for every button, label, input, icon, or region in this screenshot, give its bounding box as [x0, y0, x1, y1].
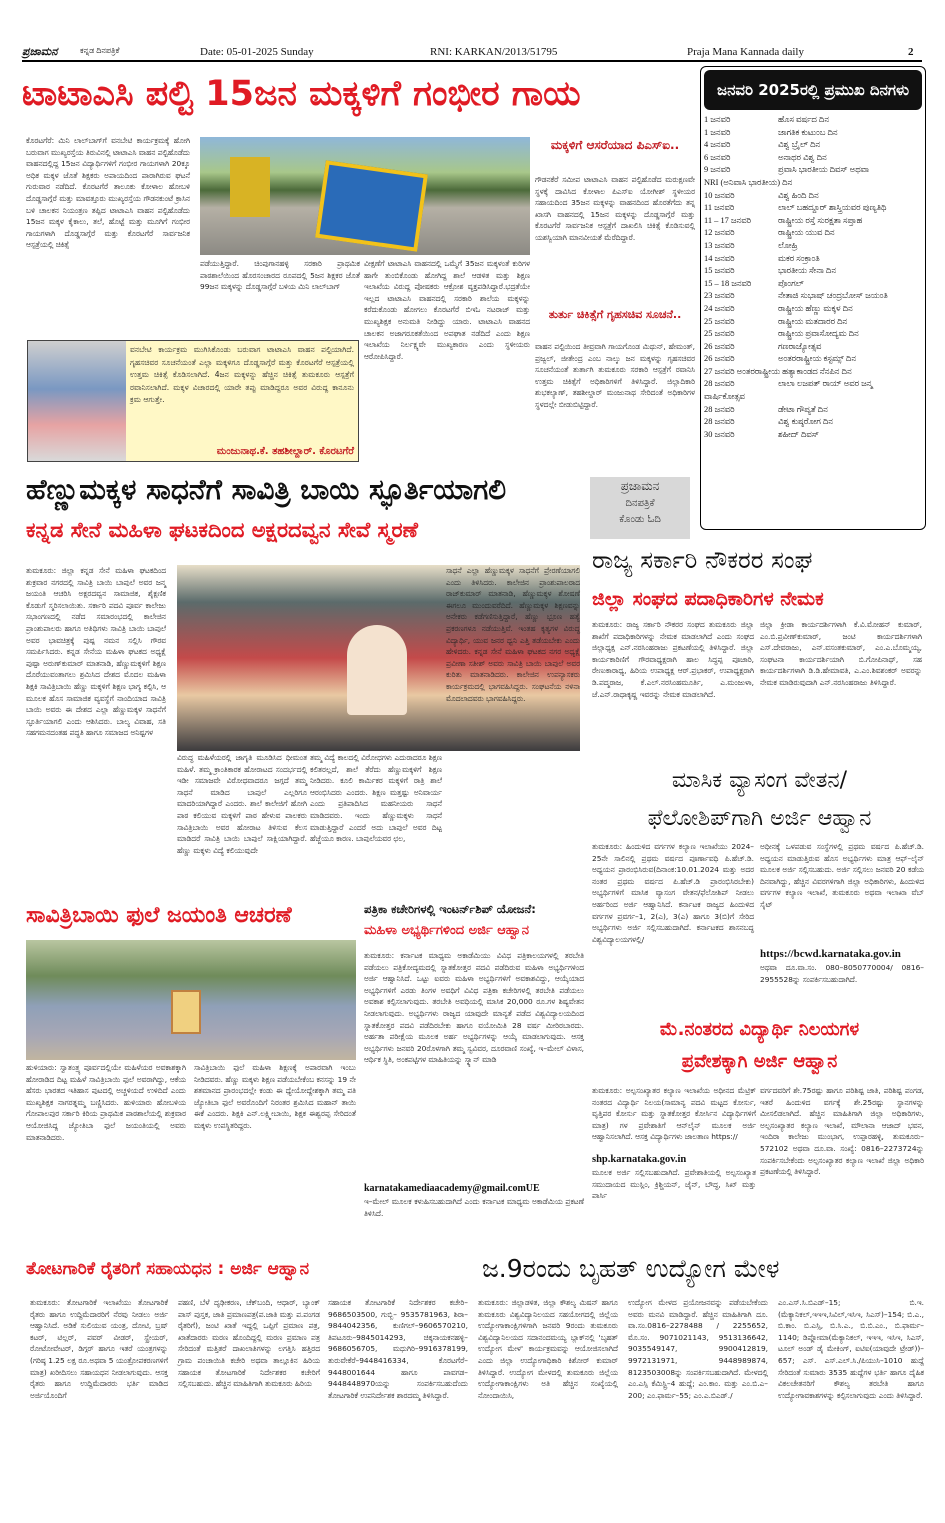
story2-col2: ವಿರುದ್ಧ ಮಹಿಳೆಯರಲ್ಲಿ ಜಾಗೃತಿ ಮೂಡಿಸಿದ ಧೀಮಂತ ಮಹಿಳೆ. ತಮ್ಮ ಕ್ರಾಂತಿಕಾರಕ ಹೋರಾಟದ ಸಂದರ್ಭದಲ್ಲಿ ಇಡೀ ಸಮಾಜವೇ ವಿರೋಧವಾದರೂ ಜಗ್ಗದೆ ತಮ್ಮ ಸಾಧನೆ ಮಾಡಿದ ಬಾಪುಲೆ ಎಲ್ಲರಿಗೂ ಮಾದರಿಯಾಗಿದ್ದಾರೆ ಎಂದರು. ಶಾಲೆ ಕಾಲೇಜಿಗೆ ಹೋಗಿ ಪಾಠ ಕಲಿಯುವ ಮಕ್ಕಳಿಗೆ ಪಾಠ ಹೇಳುವ ಪಾಲಕರು ಸಾವಿತ್ರಿಬಾಯಿ ಅವರ ಹೋರಾಟ ತಿಳಿಸುವ ಕೆಲಸ ಮಾಡಿದರೆ ಸಾವಿತ್ರಿ ಬಾಯಿ ಬಾಪುಲೆ ಸಾಕ್ಷಿಯಾಗಿದ್ದಾರೆ. ಹೆಣ್ಣು ಮಕ್ಕಳು ವಿದ್ಯೆ ಕಲಿಯುವುದೇ	[177, 753, 307, 855]
calendar-row	[701, 240, 925, 253]
story4-col2: ಅಧೀನಕ್ಕೆ ಒಳಪಡುವ ಸಂಸ್ಥೆಗಳಲ್ಲಿ ಪ್ರಥಮ ವರ್ಷದ ಪಿ.ಹೆಚ್.ಡಿ. ಅಧ್ಯಯನ ಮಾಡುತ್ತಿರುವ ಹೊಸ ಅಭ್ಯರ್ಥಿಗಳು ಮಾತ್ರ ಆಫ್–ಲೈನ್ ಮೂಲಕ ಅರ್ಜಿ ಸಲ್ಲಿಸಬಹುದು. ಅರ್ಜಿ ಸಲ್ಲಿಸಲು ಜನವರಿ 20 ಕಡೆಯ ದಿನವಾಗಿದ್ದು, ಹೆಚ್ಚಿನ ವಿವರಗಳಿಗಾಗಿ ಜಿಲ್ಲಾ ಅಧಿಕಾರಿಗಳು, ಹಿಂದುಳಿದ ವರ್ಗಗಳ ಕಲ್ಯಾಣ ಇಲಾಖೆ, ತುಮಕೂರು ಅಥವಾ ಇಲಾಖಾ ವೆಬ್ ಸೈಟ್	[760, 842, 924, 909]
story5-col1b: ಮೂಲಕ ಅರ್ಜಿ ಸಲ್ಲಿಸಬಹುದಾಗಿದೆ. ಪ್ರವೇಶಾತಿಯಲ್ಲಿ ಅಲ್ಪಸಂಖ್ಯಾತ ಸಮುದಾಯದ ಮುಸ್ಲಿಂ, ಕ್ರಿಶ್ಚಿಯನ್, ಜೈನ್, ಬೌದ್ಧ, ಸಿಖ್ ಮತ್ತು ಪಾರ್ಸಿ	[592, 1168, 756, 1201]
ad-line3: ಕೊಂಡು ಓದಿ	[619, 514, 661, 525]
story5-col1a: ತುಮಕೂರು: ಅಲ್ಪಸಂಖ್ಯಾತರ ಕಲ್ಯಾಣ ಇಲಾಖೆಯ ಅಧೀನದ ಮೆಟ್ರಿಕ್ ನಂತರದ ವಿದ್ಯಾರ್ಥಿ ನಿಲಯ(ಸಾಮಾನ್ಯ ಪದವಿ ಮಟ್ಟದ ಕೋರ್ಸು, ವೃತ್ತಿಪರ ಕೋರ್ಸು ಮತ್ತು ಸ್ನಾತಕೋತ್ತರ ಕೋರ್ಸಿನ ವಿದ್ಯಾರ್ಥಿಗಳಿಗೆ ಮಾತ್ರ) ಗಳ ಪ್ರವೇಶಾತಿಗೆ ಆನ್‌ಲೈನ್ ಮೂಲಕ ಅರ್ಜಿ ಆಹ್ವಾನಿಸಲಾಗಿದೆ. ಆಸಕ್ತ ವಿದ್ಯಾರ್ಥಿಗಳು ಜಾಲತಾಣ https://	[592, 1086, 756, 1142]
story5-headline-line2: ಪ್ರವೇಶಕ್ಕಾಗಿ ಅರ್ಜಿ ಆಹ್ವಾನ	[681, 1051, 838, 1072]
story9-col1: ತುಮಕೂರು: ಜಿಲ್ಲಾಡಳಿತ, ಜಿಲ್ಲಾ ಕೌಶಲ್ಯ ಮಿಷನ್ ಹಾಗೂ ತುಮಕೂರು ವಿಶ್ವವಿದ್ಯಾನಿಲಯದ ಸಹಯೋಗದಲ್ಲಿ ಜಿಲ್ಲೆಯ ಉದ್ಯೋಗಾಕಾಂಕ್ಷಿಗಳಿಗಾಗಿ ಜನವರಿ 9ರಂದು ತುಮಕೂರು ವಿಶ್ವವಿದ್ಯಾನಿಲಯದ ಸದಾನಂದಮಯ್ಯ ಬ್ಲಾಕ್‌ನಲ್ಲಿ 'ಬೃಹತ್ ಉದ್ಯೋಗ ಮೇಳ' ಕಾರ್ಯಕ್ರಮವನ್ನು ಆಯೋಜಿಸಲಾಗಿದೆ ಎಂದು ಜಿಲ್ಲಾ ಉದ್ಯೋಗಾಧಿಕಾರಿ ಕಿಶೋರ್ ಕುಮಾರ್ ತಿಳಿಸಿದ್ದಾರೆ. ಉದ್ಯೋಗ ಮೇಳದಲ್ಲಿ ತುಮಕೂರು ಜಿಲ್ಲೆಯ ಉದ್ಯೋಗಾಕಾಂಕ್ಷಿಗಳು ಅತಿ ಹೆಚ್ಚಿನ ಸಂಖ್ಯೆಯಲ್ಲಿ ನೋಂದಾಯಿಸಿ,	[478, 1298, 618, 1400]
calendar-row	[701, 265, 925, 278]
story3-col2: ಜಿಲ್ಲಾ ಕ್ರೀಡಾ ಕಾರ್ಯದರ್ಶಿಗಳಾಗಿ ಕೆ.ವಿ.ಮೋಹನ್ ಕುಮಾರ್, ಎಂ.ಬಿ.ಪ್ರವೀಣ್‌ಕುಮಾರ್, ಜಂಟಿ ಕಾರ್ಯದರ್ಶಿಗಳಾಗಿ ಎಸ್.ದೇವರಾಜು, ಎನ್.ವಸಂತಕುಮಾರ್, ಎಂ.ಎ.ಬೊಮ್ಮಯ್ಯ, ಸಂಘಟನಾ ಕಾರ್ಯದರ್ಶಿಯಾಗಿ ಬಿ.ಗೋಪಿನಾಥ್, ಸಹ ಕಾರ್ಯದರ್ಶಿಗಳಾಗಿ ಡಿ.ಡಿ.ಹೇಮಾವತಿ, ಎ.ಎಂ.ಶಿವಶಂಕರ್ ಅವರನ್ನು ನೇಮಕ ಮಾಡಿರುವುದಾಗಿ ಎನ್.ನರಸಿಂಹರಾಜು ತಿಳಿಸಿದ್ದಾರೆ.	[760, 620, 922, 687]
calendar-event: ವಿಶ್ವ ಹಿಂದಿ ದಿನ	[778, 190, 819, 200]
calendar-row	[701, 404, 925, 417]
calendar-event: ಪೊಂಗಲ್	[778, 278, 804, 288]
paper-name: Praja Mana Kannada daily	[687, 46, 804, 58]
calendar-row	[701, 253, 925, 266]
jcb-vehicle	[230, 157, 270, 217]
story1-col2b: ವೀಕ್ಷಣೆಗೆ ಟಾಟಾಎಸಿ ವಾಹನದಲ್ಲಿ ಒಮ್ಮೆಗೆ 35ಜನ ಮಕ್ಕಳಂತೆ ಕುರಿಗಳ ಹಾಗೇ ತುಂಬಿಕೊಂಡು ಹೋಗಿದ್ದ ಶಾಲೆ ಆಡಳಿತ ಮತ್ತು ಶಿಕ್ಷಣ ಇಲಾಖೆಯ ವಿರುದ್ದ ಪೋಷಕರು ಆಕ್ರೋಶ ವ್ಯಕ್ತಪಡಿಸಿದ್ದಾರೆ.ಭದ್ರತೆಯೇ ಇಲ್ಲದ ಟಾಟಾಎಸಿ ವಾಹನದಲ್ಲಿ ಸರಕಾರಿ ಶಾಲೆಯ ಮಕ್ಕಳನ್ನು ಕರೆದುಕೊಂಡು ಹೋಗಲು ಕೊರಟಗೆರೆ ಬಿಇಓ ನಟರಾಜ್ ಮತ್ತು ಮುಖ್ಯಶಿಕ್ಷಕ ಅನುಮತಿ ನೀಡಿದ್ದು ಯಾರು. ಟಾಟಾಎಸಿ ವಾಹನದ ಚಾಲಕನ ಅಜಾಗರೂಕತೆಯಿಂದ ಅಪಘಾತ ನಡೆದಿದೆ ಎಂದು ಶಿಕ್ಷಣ ಇಲಾಖೆಯ ನಿರ್ಲಕ್ಷ್ಯವೇ ಮುಖ್ಯಕಾರಣ ಎಂದು ಸ್ಥಳೀಯರು ಆರೋಪಿಸಿದ್ದಾರೆ.	[364, 259, 530, 361]
calendar-row	[701, 416, 925, 429]
calendar-date: 28 ಜನವರಿ	[704, 379, 735, 389]
story1-subheading-psi: ಮಕ್ಕಳಿಗೆ ಆಸರೆಯಾದ ಪಿಎಸ್ಐ..	[550, 138, 680, 152]
page-number: 2	[908, 46, 914, 58]
calendar-event: ಅನಾಥರ ವಿಶ್ವ ದಿನ	[778, 152, 827, 162]
calendar-row	[701, 177, 925, 190]
story3-subheadline: ಜಿಲ್ಲಾ ಸಂಘದ ಪದಾಧಿಕಾರಿಗಳ ನೇಮಕ	[592, 588, 824, 610]
logo-subtitle: ಕನ್ನಡ ದಿನಪತ್ರಿಕೆ	[80, 46, 120, 55]
calendar-event: ಪ್ರವಾಸಿ ಭಾರತೀಯ ದಿವಸ್ ಅಥವಾ	[778, 165, 869, 175]
calendar-row	[701, 215, 925, 228]
calendar-event: ಮಕರ ಸಂಕ್ರಾಂತಿ	[778, 253, 820, 263]
calendar-date: 1 ಜನವರಿ	[704, 127, 731, 137]
school-children-photo	[26, 940, 356, 1060]
story2-col4: ಸಾಧನೆ ಎಲ್ಲಾ ಹೆಣ್ಣುಮಕ್ಕಳ ಸಾಧನೆಗೆ ಪ್ರೇರಣೆಯಾಗಲಿ ಎಂದು ತಿಳಿಸಿದರು. ಕಾಲೇಜಿನ ಪ್ರಾಂಶುಪಾಲರಾದ ರಾಜ್‌ಕುಮಾರ್ ಮಾತನಾಡಿ, ಹೆಣ್ಣುಮಕ್ಕಳ ಶೋಷಣೆ ಈಗಲೂ ಮುಂದುವರೆದಿದೆ. ಹೆಣ್ಣುಮಕ್ಕಳ ಶಿಕ್ಷಣವನ್ನು ಅನೇಕರು ಕಡೆಗಣಿಸುತ್ತಿದ್ದಾರೆ, ಹೆಣ್ಣು ಭ್ರೂಣ ಹತ್ಯೆ ಪ್ರಕರಣಗಳೂ ನಡೆಯುತ್ತಿವೆ. ಇಂತಹ ಕೃತ್ಯಗಳ ವಿರುದ್ಧ ವಿದ್ಯಾರ್ಥಿ, ಯುವ ಜನರ ಧ್ವನಿ ಎತ್ತಿ ತಡೆಯಬೇಕು ಎಂದು ಹೇಳಿದರು. ಕನ್ನಡ ಸೇನೆ ಮಹಿಳಾ ಘಟಕದ ನಗರ ಅಧ್ಯಕ್ಷೆ ಪ್ರವೀಣಾ ಸತೀಶ್ ಅವರು ಸಾವಿತ್ರಿ ಬಾಯಿ ಬಾಪುಲೆ ಅವರ ಕುರಿತು ಮಾತನಾಡಿದರು. ಕಾಲೇಜಿನ ಉಪನ್ಯಾಸಕರು ಕಾರ್ಯಕ್ರಮದಲ್ಲಿ ಭಾಗವಹಿಸಿದ್ದರು. ಸಂಘಟನೆಯ ನಳಿನಾ ಮೊದಲಾದವರು ಭಾಗವಹಿಸಿದ್ದರು.	[446, 566, 580, 703]
calendar-row	[701, 114, 925, 127]
story5-headline-line1: ಮೆ.ನಂತರದ ವಿದ್ಯಾರ್ಥಿ ನಿಲಯಗಳ	[659, 1019, 860, 1040]
calendar-event: ಭಾರತೀಯ ಸೇನಾ ದಿನ	[778, 266, 836, 276]
calendar-date: 15 ಜನವರಿ	[704, 266, 735, 276]
story4-headline-line1: ಮಾಸಿಕ ವ್ಯಾಸಂಗ ವೇತನ/	[671, 768, 848, 793]
calendar-row	[701, 378, 925, 391]
calendar-row	[701, 164, 925, 177]
calendar-date: 13 ಜನವರಿ	[704, 240, 735, 250]
story7-headline: ಪತ್ರಿಕಾ ಕಚೇರಿಗಳಲ್ಲಿ ಇಂಟರ್ನ್‌ಶಿಪ್ ಯೋಜನೆ:	[364, 902, 536, 916]
honoree-figure	[347, 625, 407, 715]
calendar-event: ರಾಷ್ಟ್ರೀಯ ಮತದಾರರ ದಿನ	[778, 316, 848, 326]
calendar-date: 11 ಜನವರಿ	[704, 203, 735, 213]
rni-number: RNI: KARKAN/2013/51795	[430, 46, 558, 58]
story1-col3b: ವಾಹನ ಪಲ್ಟಿಯಿಂದ ತೀವ್ರವಾಗಿ ಗಾಯಗೊಂಡ ಮಿಥುನ್, ಹೇಮಂತ್, ಪ್ರಜ್ವಲ್, ಜೀತೇಂದ್ರ ಎಂಬ ನಾಲ್ಕು ಜನ ಮಕ್ಕಳನ್ನು ಗೃಹಸಚಿವರ ಸೂಚನೆಯಂತೆ ತುರ್ತಾಗಿ ತುಮಕೂರು ಸರಕಾರಿ ಆಸ್ಪತ್ರೆಗೆ ರವಾನಿಸಿ ಉತ್ತಮ ಚಿಕಿತ್ಸೆಗೆ ಅಧಿಕಾರಿಗಳಿಗೆ ತಿಳಿಸಿದ್ದಾರೆ. ಜಿಲ್ಲಾದಿಕಾರಿ ಶುಭಕಲ್ಯಾಣ್, ತಹಶೀಲ್ದಾರ್ ಮಂಜುನಾಥ ಸೇರಿದಂತೆ ಅಧಿಕಾರಿಗಳ ಸ್ಥಳದಲ್ಲೇ ಬೀಡುಬಿಟ್ಟಿದ್ದಾರೆ.	[535, 342, 695, 409]
story2-headline: ಹೆಣ್ಣುಮಕ್ಕಳ ಸಾಧನೆಗೆ ಸಾವಿತ್ರಿ ಬಾಯಿ ಸ್ಫೂರ್ತಿಯಾಗಲಿ	[26, 473, 507, 506]
calendar-event: ಹೊಸ ವರ್ಷದ ದಿನ	[778, 115, 830, 124]
calendar-event: ಡೇಟಾ ಗೌಪ್ಯತೆ ದಿನ	[778, 404, 828, 414]
logo: ಪ್ರಜಾಮನ	[22, 46, 58, 58]
calendar-event: ಜಾಗತಿಕ ಕುಟುಂಬ ದಿನ	[778, 127, 838, 137]
calendar-row	[701, 190, 925, 203]
calendar-date: 15 – 18 ಜನವರಿ	[704, 278, 752, 288]
calendar-event	[745, 391, 925, 404]
accident-photo	[200, 137, 530, 255]
story7-subheadline: ಮಹಿಳಾ ಅಭ್ಯರ್ಥಿಗಳಿಂದ ಅರ್ಜಿ ಆಹ್ವಾನ	[364, 923, 529, 938]
calendar-date: 4 ಜನವರಿ	[704, 140, 731, 150]
story3-headline: ರಾಜ್ಯ ಸರ್ಕಾರಿ ನೌಕರರ ಸಂಘ	[592, 546, 813, 574]
calendar-event: ಗಣರಾಜ್ಯೋತ್ಸವ	[778, 341, 822, 351]
calendar-row	[701, 303, 925, 316]
calendar-date: 25 ಜನವರಿ	[704, 329, 735, 339]
story6-headline: ಸಾವಿತ್ರಿಬಾಯಿ ಫುಲೆ ಜಯಂತಿ ಆಚರಣೆ	[26, 903, 292, 928]
story6-col1: ಹುಳಿಯಾರು: ಸ್ವಾತಂತ್ರ್ಯ ಪೂರ್ವದಲ್ಲಿಯೇ ಮಹಿಳೆಯರ ಅವಕಾಶಕ್ಕಾಗಿ ಹೋರಾಡಿದ ದಿಟ್ಟ ಮಹಿಳೆ ಸಾವಿತ್ರಿಬಾಯಿ ಫುಲೆ ಅವರಾಗಿದ್ದು, ಆಕೆಯ ಹೆಸರು ಭಾರತದ ಇತಿಹಾಸ ಪುಟದಲ್ಲಿ ಅಚ್ಚಳಿಯದೆ ಉಳಿದಿದೆ ಎಂದು ಮುಖ್ಯಶಿಕ್ಷಕ ನಾಗರತ್ನಮ್ಮ ಬಣ್ಣಿಸಿದರು. ಹುಳಿಯಾರು ಹೋಬಳಿಯ ಗೋಪಾಲಪುರ ಸರ್ಕಾರಿ ಕಿರಿಯ ಪ್ರಾಥಮಿಕ ಪಾಠಶಾಲೆಯಲ್ಲಿ ಶುಕ್ರವಾರ ಆಯೋಜಿಸಿದ್ದ ಜ್ಯೋತಿಬಾ ಫುಲೆ ಜಯಂತಿಯಲ್ಲಿ ಅವರು ಮಾತನಾಡಿದರು.	[26, 1063, 186, 1142]
story1-col3a: ಗೌಡನಕೆರೆ ಸಮೀಪ ಟಾಟಾಎಸಿ ವಾಹನ ಪಲ್ಟಿಹೊಡೆದ ಮರುಕ್ಷಣವೇ ಸ್ಥಳಕ್ಕೆ ದಾವಿಸಿದ ಕೋಳಾಲ ಪಿಎಸ್ಐ ಯೋಗೀಶ್ ಸ್ಥಳೀಯರ ಸಹಾಯದಿಂದ 35ಜನ ಮಕ್ಕಳನ್ನು ವಾಹನದಿಂದ ಹೊರತೆಗೆದು ತನ್ನ ಖಾಸಗಿ ವಾಹನದಲ್ಲಿ 15ಜನ ಮಕ್ಕಳನ್ನು ದೊಡ್ಡಸಾಗ್ಗೆರೆ ಮತ್ತು ಕೊರಟಗೆರೆ ಸಾರ್ವಜನಿಕ ಆಸ್ಪತ್ರೆಗೆ ದಾಖಲಿಸಿ ಚಿಕಿತ್ಸೆ ಕೊಡಿಸುವಲ್ಲಿ ಯಶಸ್ವಿಯಾಗಿ ಮಾನವೀಯತೆ ಮೆರೆದಿದ್ದಾರೆ.	[535, 175, 695, 242]
calendar-row	[701, 353, 925, 366]
calendar-event: ರಾಷ್ಟ್ರೀಯ ಪ್ರವಾಸೋದ್ಯಮ ದಿನ	[778, 329, 859, 339]
story6-col2: ಸಾವಿತ್ರಿಬಾಯಿ ಫುಲೆ ಮಹಿಳಾ ಶಿಕ್ಷಣಕ್ಕೆ ಅಪಾರವಾಗಿ ಇಂಬು ನೀಡಿದವರು. ಹೆಣ್ಣು ಮಕ್ಕಳು ಶಿಕ್ಷಣ ಪಡೆಯಬೇಕೆಂಬ ಕನಸನ್ನು 19 ನೇ ಶತಮಾನದ ಪ್ರಾರಂಭದಲ್ಲೇ ಕಂಡು ಈ ಧ್ಯೇಯೋದ್ದೇಶಕ್ಕಾಗಿ ತಮ್ಮ ಪತಿ ಜ್ಯೋತಿಬಾ ಫುಲೆ ಅವರೊಂದಿಗೆ ನಿರಂತರ ಶ್ರಮಿಸಿದ ಮಹಾನ್ ತಾಯಿ ಈಕೆ ಎಂದರು. ಶಿಕ್ಷಕಿ ಎನ್.ಲಕ್ಷ್ಮೀಬಾಯಿ, ಶಿಕ್ಷಕ ಈಶ್ವರಪ್ಪ ಸೇರಿದಂತೆ ಮಕ್ಕಳು ಉಪಸ್ಥಿತರಿದ್ದರು.	[194, 1063, 356, 1130]
calendar-event: ರಾಷ್ಟ್ರೀಯ ಹೆಣ್ಣು ಮಕ್ಕಳ ದಿನ	[778, 303, 853, 313]
calendar-date: 28 ಜನವರಿ	[704, 404, 735, 414]
story1-col1: ಕೊರಟಗೆರೆ: ಮಿನಿ ಲಾಲ್‌ಬಾಗ್‌ಗೆ ವನಬೇಟಿ ಕಾರ್ಯಕ್ರಮಕ್ಕೆ ಹೋಗಿ ಬರುವಾಗ ಮುಖ್ಯರಸ್ತೆಯ ತಿರುವಿನಲ್ಲಿ ಟಾಟಾಎಸಿ ವಾಹನ ಪಲ್ಟಿಹೊಡೆದು ವಾಹನದಲ್ಲಿದ್ದ 15ಜನ ವಿದ್ಯಾರ್ಥಿಗಳಿಗೆ ಗಂಭೀರ ಗಾಯಗಳಾಗಿ 20ಕ್ಕೂ ಅಧಿಕ ಮಕ್ಕಳ ಜೊತೆ ಶಿಕ್ಷಕರು ಅಪಾಯದಿಂದ ಪಾರಾಗಿರುವ ಘಟನೆ ಗುರುವಾರ ನಡೆದಿದೆ. ಕೊರಟಗೆರೆ ತಾಲೂಕು ಕೋಳಾಲ ಹೋಬಳಿ ದೊಡ್ಡಸಾಗ್ಗೆರೆ ಮತ್ತು ಮಾವತ್ತೂರು ಮುಖ್ಯರಸ್ತೆಯ ಗೌಡನಕುಂಟೆ ಕ್ರಾಸಿನ ಬಳಿ ಚಾಲಕನ ನಿಯಂತ್ರಣ ತಪ್ಪಿದ ಟಾಟಾಎಸಿ ವಾಹನ ಪಲ್ಟಿಹೊಡೆದು 15ಜನ ಮಕ್ಕಳ ಕೈಕಾಲು, ತಲೆ, ಹೊಟ್ಟೆ ಮತ್ತು ಮೂಗಿಗೆ ಗಂಭೀರ ಗಾಯಗಳಾಗಿ ದೊಡ್ಡಸಾಗ್ಗೆರೆ ಮತ್ತು ಕೊರಟಗೆರೆ ಸಾರ್ವಜನಿಕ ಆಸ್ಪತ್ರೆಯಲ್ಲಿ ಚಿಕಿತ್ಸೆ	[26, 136, 190, 250]
story4-col2-end: ಅಥವಾ ದೂ.ವಾ.ಸಂ. 080–8050770004/ 0816–2955528ನ್ನು ಸಂಪರ್ಕಿಸಬಹುದಾಗಿದೆ.	[760, 963, 924, 984]
calendar-event: ಲೋಹ್ರಿ	[778, 240, 798, 250]
calendar-rows	[701, 114, 925, 441]
calendar-event	[792, 177, 925, 190]
calendar-title: ಜನವರಿ 2025ರಲ್ಲಿ ಪ್ರಮುಖ ದಿನಗಳು	[704, 70, 922, 110]
calendar-event: ವಿಶ್ವ ಕುಷ್ಠರೋಗ ದಿನ	[778, 417, 833, 427]
ad-line2: ದಿನಪತ್ರಿಕೆ	[625, 498, 655, 509]
overturned-vehicle	[315, 160, 428, 252]
story2-subheadline: ಕನ್ನಡ ಸೇನೆ ಮಹಿಳಾ ಘಟಕದಿಂದ ಅಕ್ಷರದವ್ವನ ಸೇವೆ ಸ್ಮರಣೆ	[26, 518, 418, 542]
calendar-date: NRI (ಅನಿವಾಸಿ ಭಾರತೀಯ) ದಿನ	[704, 177, 793, 187]
calendar-date: 26 ಜನವರಿ	[704, 341, 735, 351]
calendar-date: 14 ಜನವರಿ	[704, 253, 735, 263]
calendar-date: 9 ಜನವರಿ	[704, 165, 731, 175]
story9-col3: ಎಂ.ಎಸ್.ಸಿ.ಬಿಎಡ್–15; ಬಿ.ಇ.(ಮೆಕ್ಯಾನಿಕಲ್,ಇಇಇ,ಸಿವಿಲ್,ಇಸಿಇ, ಸಿಎಸ್)–154; ಬಿ.ಎ., ಬಿ.ಕಾಂ. ಬಿ.ಎಸ್ಸಿ, ಬಿ.ಸಿ.ಎ., ಬಿ.ಬಿ.ಎಂ., ಬಿ.ಫಾರ್ಮ–1140; ಡಿಪ್ಲೋಮಾ(ಮೆಕ್ಯಾನಿಕಲ್, ಇಇಇ, ಇಸಿಇ, ಸಿಎಸ್, ಟೂಲ್ ಅಂಡ್ ಡೈ ಮೇಕಿಂಗ್, ಐಟಿಐ(ಯಾವುದೇ ಟ್ರೇಡ್))–657; ಎಸ್. ಎಸ್.ಎಲ್.ಸಿ./ಪಿಯುಸಿ–1010 ಹುದ್ದೆ ಸೇರಿದಂತೆ ಸುಮಾರು 3535 ಹುದ್ದೆಗಳ ಭರ್ತಿ ಹಾಗೂ ದೈಹಿಕ ವಿಕಲಚೇತನರಿಗೆ ಕೌಶಲ್ಯ ತರಬೇತಿ ಹಾಗೂ ಉದ್ಯೋಗಾವಕಾಶಗಳನ್ನು ಕಲ್ಪಿಸಲಾಗುವುದು ಎಂದು ತಿಳಿಸಿದ್ದಾರೆ.	[778, 1298, 924, 1400]
calendar-row	[701, 152, 925, 165]
calendar-date: 27 ಜನವರಿ ಅಂತರರಾಷ್ಟ್ರೀಯ ಹತ್ಯಾಕಾಂಡದ ನೆನಪಿನ ದಿನ	[704, 366, 852, 376]
calendar-date: 28 ಜನವರಿ	[704, 417, 735, 427]
calendar-row	[701, 341, 925, 354]
shp-website-link[interactable]: shp.karnataka.gov.in	[592, 1154, 687, 1165]
calendar-event: ರಾಷ್ಟ್ರೀಯ ಯುವ ದಿನ	[778, 228, 835, 238]
callout-signature: ಮಂಜುನಾಥ.ಕೆ. ತಹಶೀಲ್ದಾರ್. ಕೊರಟಗೆರೆ	[216, 446, 354, 457]
story4-col1: ತುಮಕೂರು: ಹಿಂದುಳಿದ ವರ್ಗಗಳ ಕಲ್ಯಾಣ ಇಲಾಖೆಯು 2024–25ನೇ ಸಾಲಿನಲ್ಲಿ ಪ್ರಥಮ ವರ್ಷದ ಪೂರ್ಣಾವಧಿ ಪಿ.ಹೆಚ್.ಡಿ. ಅಧ್ಯಯನ ಪ್ರಾರಂಭಿಸಿರುವ(ದಿನಾಂಕ:10.01.2024 ಮತ್ತು ಅದರ ನಂತರ ಪ್ರಥಮ ವರ್ಷದ ಪಿ.ಹೆಚ್.ಡಿ ಪ್ರಾರಂಭಿಸಿರಬೇಕು) ಅಭ್ಯರ್ಥಿಗಳಿಗೆ ಮಾಸಿಕ ವ್ಯಾಸಂಗ ವೇತನ/ಫೆಲೋಶಿಪ್ ನೀಡಲು ಅರ್ಹರಿಂದ ಅರ್ಜಿ ಆಹ್ವಾನಿಸಿದೆ. ಕರ್ನಾಟಕ ರಾಜ್ಯದ ಹಿಂದುಳಿದ ವರ್ಗಗಳ ಪ್ರವರ್ಗ–1, 2(ಎ), 3(ಎ) ಹಾಗೂ 3(ಬಿ)ಗೆ ಸೇರಿದ ಅಭ್ಯರ್ಥಿಗಳು ಅರ್ಜಿ ಸಲ್ಲಿಸಬಹುದಾಗಿದೆ. ಕರ್ನಾಟಕದ ಶಾಸನಬದ್ಧ ವಿಶ್ವವಿದ್ಯಾಲಯಗಳಲ್ಲಿ/	[592, 842, 754, 944]
story8-headline: ತೋಟಗಾರಿಕೆ ರೈತರಿಗೆ ಸಹಾಯಧನ : ಅರ್ಜಿ ಆಹ್ವಾನ	[26, 1259, 310, 1279]
calendar-event: ವಿಶ್ವ ಬ್ರೈಲ್ ದಿನ	[778, 140, 821, 150]
story4-col2-wrap	[760, 841, 924, 1011]
story9-headline: ಜ.9ರಂದು ಬೃಹತ್ ಉದ್ಯೋಗ ಮೇಳ	[482, 1254, 780, 1283]
story8-col2: ಪಹಣಿ, ಬೆಳೆ ದೃಢೀಕರಣ, ಚೆಕ್‌ಬಂದಿ, ಆಧಾರ್, ಬ್ಯಾಂಕ್ ಪಾಸ್ ಪುಸ್ತಕ, ಜಾತಿ ಪ್ರಮಾಣಪತ್ರ(ಪ.ಜಾತಿ ಮತ್ತು ಪ.ಪಂಗಡ ರೈತರಿಗೆ), ಜಂಟಿ ಖಾತೆ ಇದ್ದಲ್ಲಿ ಒಪ್ಪಿಗೆ ಪ್ರಮಾಣ ಪತ್ರ, ಖಾತೆದಾರರು ಮರಣ ಹೊಂದಿದ್ದಲ್ಲಿ ಮರಣ ಪ್ರಮಾಣ ಪತ್ರ ಸೇರಿದಂತೆ ಮತ್ತಿತರೆ ದಾಖಲಾತಿಗಳನ್ನು ಲಗತ್ತಿಸಿ ಹತ್ತಿರದ ಗ್ರಾಮ ಪಂಚಾಯಿತಿ ಕಚೇರಿ ಅಥವಾ ತಾಲ್ಲೂಕಿನ ಹಿರಿಯ ಸಹಾಯಕ ತೋಟಗಾರಿಕೆ ನಿರ್ದೇಶಕರ ಕಚೇರಿಗೆ ಸಲ್ಲಿಸಬಹುದು. ಹೆಚ್ಚಿನ ಮಾಹಿತಿಗಾಗಿ ತುಮಕೂರು ಹಿರಿಯ	[178, 1298, 320, 1389]
calendar-row	[701, 366, 925, 379]
calendar-date: 23 ಜನವರಿ	[704, 291, 735, 301]
calendar-date: 10 ಜನವರಿ	[704, 190, 735, 200]
calendar-date: 11 – 17 ಜನವರಿ	[704, 215, 751, 225]
calendar-date: 6 ಜನವರಿ	[704, 152, 731, 162]
calendar-date: ವಾರ್ಷಿಕೋತ್ಸವ	[704, 392, 745, 402]
calendar-event	[852, 366, 925, 379]
story7-body: ತುಮಕೂರು: ಕರ್ನಾಟಕ ಮಾಧ್ಯಮ ಅಕಾಡೆಮಿಯು ವಿವಿಧ ಪತ್ರಿಕಾಲಯಗಳಲ್ಲಿ ತರಬೇತಿ ಪಡೆಯಲು ಪತ್ರಿಕೋದ್ಯಮದಲ್ಲಿ ಸ್ನಾತಕೋತ್ತರ ಪದವಿ ಪಡೆದಿರುವ ಮಹಿಳಾ ಅಭ್ಯರ್ಥಿಗಳಿಂದ ಅರ್ಜಿ ಆಹ್ವಾನಿಸಿದೆ. ಒಟ್ಟು ಐವರು ಮಹಿಳಾ ಅಭ್ಯರ್ಥಿಗಳಿಗೆ ಅವಕಾಶವಿದ್ದು, ಆಯ್ಕೆಯಾದ ಅಭ್ಯರ್ಥಿಗಳಿಗೆ ಎರಡು ತಿಂಗಳ ಅವಧಿಗೆ ವಿವಿಧ ಪತ್ರಿಕಾ ಕಚೇರಿಗಳಲ್ಲಿ ತರಬೇತಿ ಪಡೆಯಲು ಅವಕಾಶ ಕಲ್ಪಿಸಲಾಗುವುದು. ತರಬೇತಿ ಅವಧಿಯಲ್ಲಿ ಮಾಸಿಕ 20,000 ರೂ.ಗಳ ಶಿಷ್ಯವೇತನ ನೀಡಲಾಗುವುದು. ಅಭ್ಯರ್ಥಿಗಳು ರಾಜ್ಯದ ಯಾವುದೇ ಮಾನ್ಯತೆ ಪಡೆದ ವಿಶ್ವವಿದ್ಯಾಲಯದಿಂದ ಸ್ನಾತಕೋತ್ತರ ಪದವಿ ಪಡೆದಿರಬೇಕು ಹಾಗೂ ವಯೋಮಿತಿ 28 ವರ್ಷ ಮೀರಿರಬಾರದು. ಅರ್ಹತಾ ಪರೀಕ್ಷೆಯ ಮೂಲಕ ಅರ್ಹ ಅಭ್ಯರ್ಥಿಗಳನ್ನು ಆಯ್ಕೆ ಮಾಡಲಾಗುವುದು. ಆಸಕ್ತ ಅಭ್ಯರ್ಥಿಗಳು ಜನವರಿ 20ರೊಳಗಾಗಿ ತಮ್ಮ ಸ್ವವಿವರ, ದೂರವಾಣಿ ಸಂಖ್ಯೆ, ಇ–ಮೇಲ್ ವಿಳಾಸ, ಆರ್ಥಿಕ ಸ್ಥಿತಿ, ಅಂಕಪಟ್ಟಿಗಳ ಮಾಹಿತಿಯನ್ನು ಸ್ಕ್ಯಾನ್ ಮಾಡಿ	[364, 951, 584, 1065]
story7-body-wrap	[364, 950, 584, 1235]
calendar-row	[701, 316, 925, 329]
calendar-event: ಶಹೀದ್ ದಿವಸ್	[778, 429, 819, 439]
story7-body-end: ಇ–ಮೇಲ್ ಮೂಲಕ ಕಳುಹಿಸಬಹುದಾಗಿದೆ ಎಂದು ಕರ್ನಾಟಕ ಮಾಧ್ಯಮ ಅಕಾಡೆಮಿಯ ಪ್ರಕಟಣೆ ತಿಳಿಸಿದೆ.	[364, 1197, 584, 1218]
issue-date: Date: 05-01-2025 Sunday	[200, 46, 314, 58]
calendar-row	[701, 127, 925, 140]
story5-col2: ವರ್ಗದವರಿಗೆ ಶೇ.75ರಷ್ಟು ಹಾಗೂ ಪರಿಶಿಷ್ಟ ಜಾತಿ, ಪರಿಶಿಷ್ಟ ಪಂಗಡ, ಇತರೆ ಹಿಂದುಳಿದ ವರ್ಗಕ್ಕೆ ಶೇ.25ರಷ್ಟು ಸ್ಥಾನಗಳನ್ನು ಮೀಸಲಿಡಲಾಗಿದೆ. ಹೆಚ್ಚಿನ ಮಾಹಿತಿಗಾಗಿ ಜಿಲ್ಲಾ ಅಧಿಕಾರಿಗಳು, ಅಲ್ಪಸಂಖ್ಯಾತರ ಕಲ್ಯಾಣ ಇಲಾಖೆ, ಮೌಲಾನಾ ಆಜಾದ್ ಭವನ, ಇಂದಿರಾ ಕಾಲೇಜು ಮುಂಭಾಗ, ಉಪ್ಪಾರಹಳ್ಳಿ, ತುಮಕೂರು–572102 ಅಥವಾ ದೂ.ವಾ. ಸಂಖ್ಯೆ: 0816–2273724ನ್ನು ಸಂಪರ್ಕಿಸಬೇಕೆಂದು ಅಲ್ಪಸಂಖ್ಯಾತರ ಕಲ್ಯಾಣ ಇಲಾಖೆ ಜಿಲ್ಲಾ ಅಧಿಕಾರಿ ಪ್ರಕಟಣೆಯಲ್ಲಿ ತಿಳಿಸಿದ್ದಾರೆ.	[760, 1086, 924, 1177]
story3-col1: ತುಮಕೂರು: ರಾಜ್ಯ ಸರ್ಕಾರಿ ನೌಕರರ ಸಂಘದ ತುಮಕೂರು ಜಿಲ್ಲಾ ಶಾಖೆಗೆ ಪದಾಧಿಕಾರಿಗಳನ್ನು ನೇಮಕ ಮಾಡಲಾಗಿದೆ ಎಂದು ಸಂಘದ ಜಿಲ್ಲಾಧ್ಯಕ್ಷ ಎನ್.ನರಸಿಂಹರಾಜು ಪ್ರಕಟಣೆಯಲ್ಲಿ ತಿಳಿಸಿದ್ದಾರೆ. ಜಿಲ್ಲಾ ಕಾರ್ಯಕಾರಿಣಿಗೆ ಗೌರವಾಧ್ಯಕ್ಷರಾಗಿ ಹಾಲ ಸಿದ್ಧಪ್ಪ ಪೂಜಾರಿ, ರೇಣುಕಾರಾಧ್ಯ, ಹಿರಿಯ ಉಪಾಧ್ಯಕ್ಷ ಆರ್.ಪ್ರಭಾಕರ್, ಉಪಾಧ್ಯಕ್ಷರಾಗಿ ಡಿ.ಪದ್ಮರಾಜ, ಕೆ.ಎಲ್.ನರಸಿಂಹಮೂರ್ತಿ, ಎ.ಮಂಜುಳಾ, ಜೆ.ಎನ್.ರಾಧಾಕೃಷ್ಣ ಇವರನ್ನು ನೇಮಕ ಮಾಡಲಾಗಿದೆ.	[592, 620, 754, 699]
calendar-event: ರಾಷ್ಟ್ರೀಯ ರಸ್ತೆ ಸುರಕ್ಷತಾ ಸಪ್ತಾಹ	[778, 215, 863, 225]
callout-text: ವನಬೇಟಿ ಕಾರ್ಯಕ್ರಮ ಮುಗಿಸಿಕೊಂಡು ಬರುವಾಗ ಟಾಟಾಎಸಿ ವಾಹನ ಪಲ್ಟಿಯಾಗಿದೆ. ಗೃಹಸಚಿವರ ಸೂಚನೆಯಂತೆ ಎಲ್ಲಾ ಮಕ್ಕಳಿಗೂ ದೊಡ್ಡಸಾಗ್ಗೆರೆ ಮತ್ತು ಕೊರಟಗೆರೆ ಆಸ್ಪತ್ರೆಯಲ್ಲಿ ಉತ್ತಮ ಚಿಕಿತ್ಸೆ ಕೊಡಿಸಲಾಗಿದೆ. 4ಜನ ಮಕ್ಕಳನ್ನು ಹೆಚ್ಚಿನ ಚಿಕಿತ್ಸೆ ತುಮಕೂರು ಆಸ್ಪತ್ರೆಗೆ ರವಾನಿಸಲಾಗಿದೆ. ಮಕ್ಕಳ ವಿಚಾರದಲ್ಲಿ ಯಾರೇ ತಪ್ಪು ಮಾಡಿದ್ದರೂ ಅವರ ವಿರುದ್ದ ಕಾನೂನು ಕ್ರಮ ಆಗುತ್ತೇ.	[130, 345, 354, 405]
calendar-row	[701, 290, 925, 303]
story5-col1-wrap	[592, 1085, 756, 1235]
masthead-bar	[22, 46, 922, 62]
calendar-date: 24 ಜನವರಿ	[704, 303, 735, 313]
ad-line1: ಪ್ರಜಾಮನ	[620, 479, 660, 493]
story1-headline: ಟಾಟಾಎಸಿ ಪಲ್ಟಿ 15ಜನ ಮಕ್ಕಳಿಗೆ ಗಂಭೀರ ಗಾಯ	[22, 74, 581, 114]
calendar-event: ಲಾಲ್ ಬಹದ್ದೂರ್ ಶಾಸ್ತ್ರಿಯವರ ಪುಣ್ಯತಿಥಿ	[778, 203, 887, 213]
story8-col3: ಸಹಾಯಕ ತೋಟಗಾರಿಕೆ ನಿರ್ದೇಶಕರ ಕಚೇರಿ– 9686503500, ಗುಬ್ಬಿ– 9535781963, ಶಿರಾ–9844042356, ಕುಣಿಗಲ್–9606570210, ತಿಪಟೂರು–9845014293, ಚಿಕ್ಕನಾಯಕನಹಳ್ಳಿ–9686056705, ಮಧುಗಿರಿ–9916378199, ತುರುವೇಕೆರೆ–9448416334, ಕೊರಟಗೆರೆ–9448001644 ಹಾಗೂ ಪಾವಗಡ–9448448970ಯನ್ನು ಸಂಪರ್ಕಿಸಬಹುದೆಂದು ತೋಟಗಾರಿಕೆ ಉಪನಿರ್ದೇಶಕ ಶಾರದಮ್ಮ ತಿಳಿಸಿದ್ದಾರೆ.	[328, 1298, 468, 1400]
important-days-calendar	[700, 66, 926, 530]
calendar-event: ಅಂತರರಾಷ್ಟ್ರೀಯ ಕಸ್ಟಮ್ಸ್ ದಿನ	[778, 354, 856, 364]
story1-subheading-homeminister: ತುರ್ತು ಚಿಕಿತ್ಸೆಗೆ ಗೃಹಸಚಿವ ಸೂಚನೆ..	[548, 308, 682, 321]
calendar-event: ನೇತಾಜಿ ಸುಭಾಷ್ ಚಂದ್ರಬೋಸ್ ಜಯಂತಿ	[778, 291, 888, 301]
calendar-row	[701, 227, 925, 240]
portrait-frame	[171, 990, 201, 1034]
story2-col3: ತಮ್ಮ ವಿದ್ಯೆ ಕಾಲದಲ್ಲಿ ವಿರೋಧಗಳು ಎದುರಾದರೂ ಶಿಕ್ಷಣ ಕಲಿತರಲ್ಲದೆ, ಶಾಲೆ ತೆರೆದು ಹೆಣ್ಣುಮಕ್ಕಳಿಗೆ ಶಿಕ್ಷಣ ನೀಡಿದರು. ಕೂಲಿ ಕಾರ್ಮಿಕರ ಮಕ್ಕಳಿಗೆ ರಾತ್ರಿ ಶಾಲೆ ಆರಂಭಿಸಿದರು ಎಂದರು. ಶಿಕ್ಷಣ ಮತ್ತಷ್ಟು ಅನಿವಾರ್ಯ ಎಂದು ಪ್ರತಿಪಾದಿಸಿದ ಮಹನೀಯರು ಸಾಧನೆ ಮಾಡಿದವರು. ಇಂದು ಹೆಣ್ಣುಮಕ್ಕಳು ಸಾಧನೆ ಮಾಡುತ್ತಿದ್ದಾರೆ ಎಂದರೆ ಅದು ಬಾಪುಲೆ ಅವರ ದಿಟ್ಟ ಹೆಜ್ಜೆಯೂ ಕಾರಣ. ಬಾಪುಲೆಯವರ ಛಲ,	[310, 753, 442, 844]
tahsildar-callout	[27, 340, 359, 462]
calendar-date: 1 ಜನವರಿ	[704, 115, 731, 124]
story4-headline-line2: ಫೆಲೋಶಿಪ್‌ಗಾಗಿ ಅರ್ಜಿ ಆಹ್ವಾನ	[647, 806, 872, 831]
calendar-date: 25 ಜನವರಿ	[704, 316, 735, 326]
calendar-date: 30 ಜನವರಿ	[704, 429, 735, 439]
hospital-photo	[28, 341, 126, 461]
calendar-date: 26 ಜನವರಿ	[704, 354, 735, 364]
calendar-row	[701, 139, 925, 152]
calendar-date: 12 ಜನವರಿ	[704, 228, 735, 238]
bcwd-website-link[interactable]: https://bcwd.karnataka.gov.in	[760, 948, 901, 960]
calendar-row	[701, 391, 925, 404]
calendar-row	[701, 328, 925, 341]
media-academy-email[interactable]: karnatakamediaacademy@gmail.comUE	[364, 1183, 540, 1194]
calendar-row	[701, 202, 925, 215]
calendar-event: ಲಾಲಾ ಲಜಪತ್ ರಾಯ್ ಅವರ ಜನ್ಮ	[778, 379, 873, 389]
calendar-row	[701, 429, 925, 442]
story8-col1: ತುಮಕೂರು: ತೋಟಗಾರಿಕೆ ಇಲಾಖೆಯು ತೋಟಗಾರಿಕೆ ರೈತರು ಹಾಗೂ ಉದ್ದಿಮೆದಾರರಿಗೆ ನೆರವು ನೀಡಲು ಅರ್ಜಿ ಆಹ್ವಾನಿಸಿದೆ. ಅಡಿಕೆ ಸುಲಿಯುವ ಯಂತ್ರ, ದೋಟಿ, ಬ್ರಷ್ ಕಟರ್, ಟಿಲ್ಲರ್, ಪವರ್ ವೀಡರ್, ಸ್ಪ್ರೇಯರ್, ರೋಟೋವೇಟರ್, ಡಿಗ್ಗರ್ ಹಾಗೂ ಇತರೆ ಯಂತ್ರಗಳನ್ನು (ಗರಿಷ್ಠ 1.25 ಲಕ್ಷ ರೂ.ಅಥವಾ 5 ಯಂತ್ರೋಪಕರಣಗಳಿಗೆ ಮಾತ್ರ) ಖರೀದಿಸಲು ಸಹಾಯಧನ ನೀಡಲಾಗುವುದು. ಆಸಕ್ತ ರೈತರು ಹಾಗೂ ಉದ್ದಿಮೆದಾರರು ಭರ್ತಿ ಮಾಡಿದ ಅರ್ಜಿಯೊಂದಿಗೆ	[30, 1298, 168, 1400]
story9-col2: ಉದ್ಯೋಗ ಮೇಳದ ಪ್ರಯೋಜನವನ್ನು ಪಡೆಯಬೇಕೆಂದು ಅವರು ಮನವಿ ಮಾಡಿದ್ದಾರೆ. ಹೆಚ್ಚಿನ ಮಾಹಿತಿಗಾಗಿ ದೂ. ವಾ.ಸಂ.0816–2278488 / 2255652, ಮೊ.ಸಂ. 9071021143, 9513136642, 9035549147, 9900412819, 9972131971, 9448989874, 8123503008ನ್ನು ಸಂಪರ್ಕಿಸಬಹುದಾಗಿದೆ. ಮೇಳದಲ್ಲಿ ಎಂ.ಎಸ್ಸಿ ಕೆಮಿಸ್ಟ್ರಿ–4 ಹುದ್ದೆ; ಎಂ.ಕಾಂ. ಮತ್ತು ಎಂ.ಬಿ.ಎ–200; ಎಂ.ಫಾರ್ಮ–55; ಎಂ.ಎ.ಬಿಎಡ್./	[628, 1298, 768, 1400]
calendar-row	[701, 278, 925, 291]
story2-col1: ತುಮಕೂರು: ಜಿಲ್ಲಾ ಕನ್ನಡ ಸೇನೆ ಮಹಿಳಾ ಘಟಕದಿಂದ ಶುಕ್ರವಾರ ನಗರದಲ್ಲಿ ಸಾವಿತ್ರಿ ಬಾಯಿ ಬಾಪುಲೆ ಅವರ ಜನ್ಮ ಜಯಂತಿ ಆಚರಿಸಿ ಅಕ್ಷರದವ್ವನ ಸಾಮಾಜಿಕ, ಶೈಕ್ಷಣಿಕ ಕೊಡುಗೆ ಸ್ಮರಿಸಲಾಯಿತು. ಸರ್ಕಾರಿ ಪದವಿ ಪೂರ್ವ ಕಾಲೇಜು ಸಭಾಂಗಣದಲ್ಲಿ ನಡೆದ ಸಮಾರಂಭದಲ್ಲಿ ಕಾಲೇಜಿನ ಪ್ರಾಂಶುಪಾಲರು ಹಾಗೂ ಅತಿಥಿಗಳು ಸಾವಿತ್ರಿ ಬಾಯಿ ಬಾಪುಲೆ ಅವರ ಭಾವಚಿತ್ರಕ್ಕೆ ಪುಷ್ಪ ನಮನ ಸಲ್ಲಿಸಿ ಗೌರವ ಸಮರ್ಪಿಸಿದರು. ಕನ್ನಡ ಸೇನೆಯ ಮಹಿಳಾ ಘಟಕದ ಅಧ್ಯಕ್ಷೆ ಪುಷ್ಪಾ ಅರುಣ್‌ಕುಮಾರ್ ಮಾತನಾಡಿ, ಹೆಣ್ಣುಮಕ್ಕಳಿಗೆ ಶಿಕ್ಷಣ ದೊರೆಯುವಂತಾಗಲು ಶ್ರಮಿಸಿದ ದೇಶದ ಮೊದಲ ಮಹಿಳಾ ಶಿಕ್ಷಕಿ ಸಾವಿತ್ರಿಬಾಯಿ ಹೆಣ್ಣು ಮಕ್ಕಳಿಗೆ ಶಿಕ್ಷಣ ಭಾಗ್ಯ ಕಲ್ಪಿಸಿ, ಆ ಮೂಲಕ ಹೊಸ ಸಾಮಾಜಿಕ ವ್ಯವಸ್ಥೆಗೆ ನಾಂದಿಯಾದ ಸಾವಿತ್ರಿ ಬಾಯಿ ಅವರು ಈ ದೇಶದ ಎಲ್ಲಾ ಹೆಣ್ಣುಮಕ್ಕಳ ಸಾಧನೆಗೆ ಸ್ಫೂರ್ತಿಯಾಗಲಿ ಎಂದು ಆಶಿಸಿದರು. ಬಾಲ್ಯ ವಿವಾಹ, ಸತಿ ಸಹಗಮನದಂತಹ ಪದ್ಧತಿ ಹಾಗೂ ಸಮಾಜದ ಅನಿಷ್ಟಗಳ	[26, 566, 166, 738]
subscribe-ad	[590, 477, 690, 539]
story1-col2a: ಪಡೆಯುತ್ತಿದ್ದಾರೆ. ಚಿಂಪುಗಾನಹಳ್ಳಿ ಸರಕಾರಿ ಪ್ರಾಥಮಿಕ ಪಾಠಶಾಲೆಯಿಂದ ಹೊರಸಂಚಾರದ ರೂಪದಲ್ಲಿ 5ಜನ ಶಿಕ್ಷಕರ ಜೊತೆ 99ಜನ ಮಕ್ಕಳನ್ನು ದೊಡ್ಡಸಾಗ್ಗೆರೆ ಬಳಿಯ ಮಿನಿ ಲಾಲ್‌ಬಾಗ್	[200, 259, 360, 292]
